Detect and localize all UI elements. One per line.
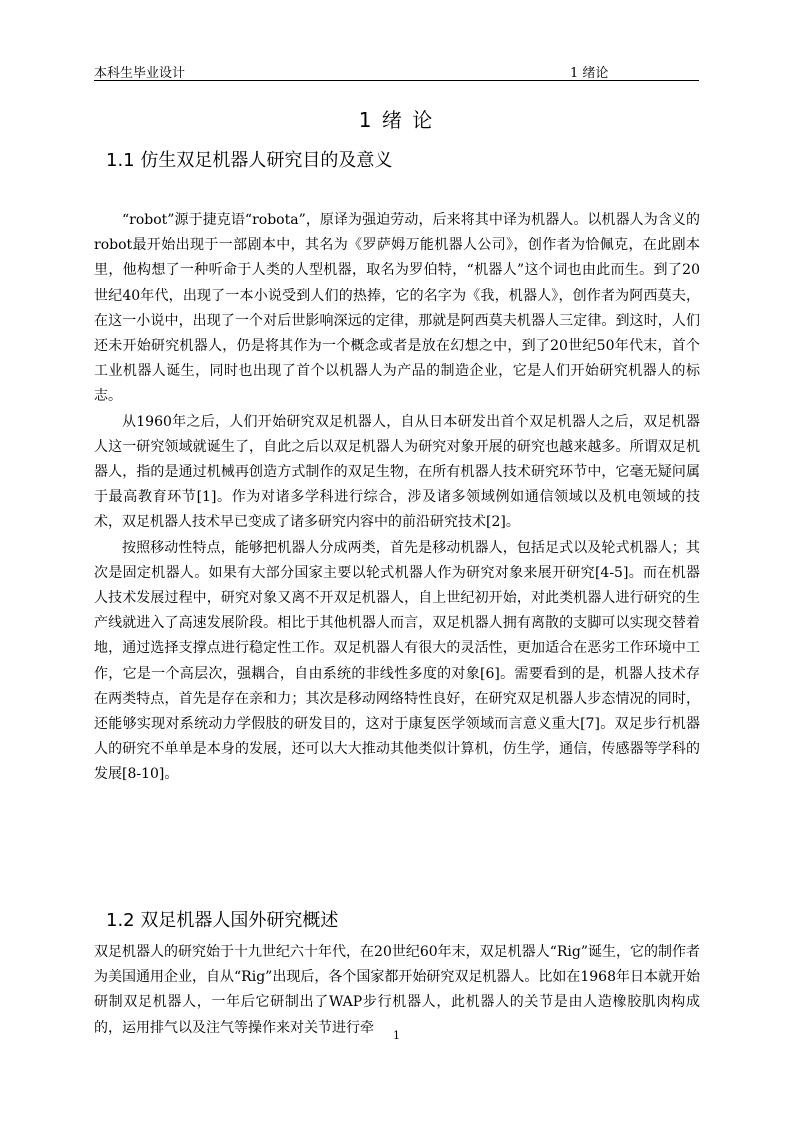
chapter-title: 1 绪 论 (358, 108, 435, 132)
section-1-2-body (94, 940, 700, 1041)
page-header (94, 60, 699, 81)
section-1-1-title: 1.1 仿生双足机器人研究目的及意义 (106, 150, 393, 171)
page-number: 1 (393, 1029, 400, 1042)
paragraph: “robot”源于捷克语“robota”，原译为强迫劳动，后来将其中译为机器人。以机器人为含义的robot最开始出现于一部剧本中，其名为《罗萨姆万能机器人公司》，创作者为恰佩克，在此剧本里，他构想了一种听命于人类的人型机器，取名为罗伯特，“机器人”这个词也由此而生。到了20世纪40年代，出现了一本小说受到人们的热捧，它的名字为《我，机器人》，创作者为阿西莫夫，在这一小说中，出现了一个对后世影响深远的定律，那就是阿西莫夫机器人三定律。到这时，人们还未开始研究机器人，仍是将其作为一个概念或者是放在幻想之中，到了20世纪50年代末，首个工业机器人诞生，同时也出现了首个以机器人为产品的制造企业，它是人们开始研究机器人的标志。 (94, 212, 700, 405)
paragraph: 从1960年之后，人们开始研究双足机器人，自从日本研发出首个双足机器人之后，双足机器人这一研究领域就诞生了，自此之后以双足机器人为研究对象开展的研究也越来越多。所谓双足机器人，指的是通过机械再创造方式制作的双足生物，在所有机器人技术研究环节中，它毫无疑问属于最高教育环节[1]。作为对诸多学科进行综合，涉及诸多领域例如通信领域以及机电领域的技术，双足机器人技术早已变成了诸多研究内容中的前沿研究技术[2]。 (94, 413, 700, 531)
header-thesis-label: 本科生毕业设计 (94, 66, 186, 81)
section-1-2-title: 1.2 双足机器人国外研究概述 (106, 910, 339, 931)
header-chapter-label: 1 绪论 (570, 66, 609, 81)
paragraph: 双足机器人的研究始于十九世纪六十年代，在20世纪60年末，双足机器人“Rig”诞生，它的制作者为美国通用企业，自从“Rig”出现后，各个国家都开始研究双足机器人。比如在1968年日本就开始研制双足机器人，一年后它研制出了WAP步行机器人，此机器人的关节是由人造橡胶肌肉构成的，运用排气以及注气等操作来对关节进行牵 (94, 944, 700, 1036)
section-1-1-body (94, 208, 700, 788)
paragraph: 按照移动性特点，能够把机器人分成两类，首先是移动机器人，包括足式以及轮式机器人；其次是固定机器人。如果有大部分国家主要以轮式机器人作为研究对象来展开研究[4-5]。而在机器人技术发展过程中，研究对象又离不开双足机器人，自上世纪初开始，对此类机器人进行研究的生产线就进入了高速发展阶段。相比于其他机器人而言，双足机器人拥有离散的支脚可以实现交替着地，通过选择支撑点进行稳定性工作。双足机器人有很大的灵活性，更加适合在恶劣工作环境中工作，它是一个高层次，强耦合，自由系统的非线性多度的对象[6]。需要看到的是，机器人技术存在两类特点，首先是存在亲和力；其次是移动网络特性良好，在研究双足机器人步态情况的同时，还能够实现对系统动力学假肢的研发目的，这对于康复医学领域而言意义重大[7]。双足步行机器人的研究不单单是本身的发展，还可以大大推动其他类似计算机，仿生学，通信，传感器等学科的发展[8-10]。 (94, 539, 700, 783)
